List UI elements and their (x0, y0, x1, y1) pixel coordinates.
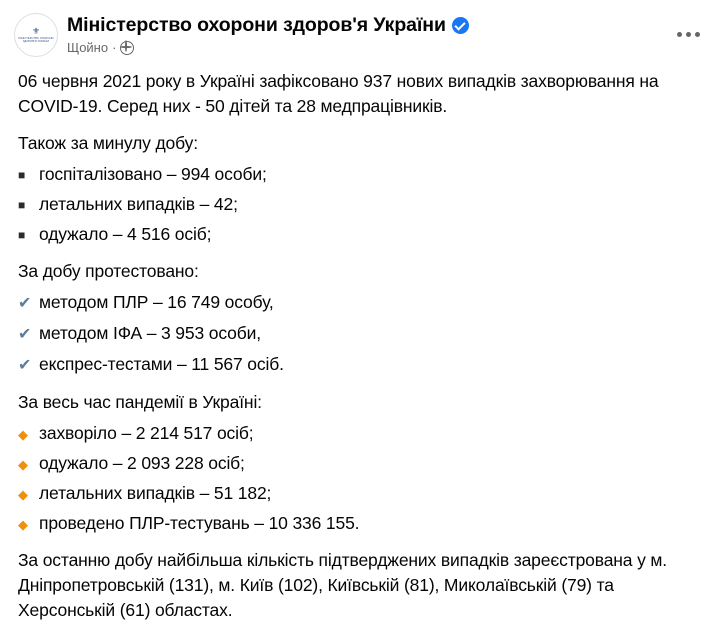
page-name-row (67, 14, 469, 37)
list-item-label: експрес-тестами – 11 567 осіб. (39, 353, 284, 374)
check-bullet-icon: ✔ (18, 325, 32, 343)
list-item (18, 511, 705, 536)
post-header (0, 0, 721, 57)
list-item (18, 451, 705, 476)
list-item-label: госпіталізовано – 994 особи; (39, 164, 267, 185)
section-heading-total: За весь час пандемії в Україні: (18, 391, 262, 412)
square-bullet-icon: ■ (18, 198, 26, 213)
diamond-bullet-icon: ◆ (18, 456, 28, 472)
square-bullet-icon: ■ (18, 228, 26, 243)
list-item (18, 352, 705, 378)
list-item-label: летальних випадків – 51 182; (39, 482, 272, 503)
list-item (18, 421, 705, 446)
meta-separator: · (112, 40, 117, 55)
diamond-bullet-icon: ◆ (18, 516, 28, 532)
daily-stats-list (18, 162, 705, 247)
page-name[interactable]: Міністерство охорони здоров'я України (67, 14, 446, 36)
diamond-bullet-icon: ◆ (18, 486, 28, 502)
section-heading-daily: Також за минулу добу: (18, 133, 198, 154)
testing-stats-list (18, 290, 705, 378)
list-item-label: одужало – 4 516 осіб; (39, 224, 212, 245)
dot-icon (695, 32, 700, 37)
list-item-label: методом ІФА – 3 953 особи, (39, 322, 261, 343)
check-bullet-icon: ✔ (18, 295, 32, 313)
header-text (67, 13, 469, 55)
post-intro-paragraph: 06 червня 2021 року в Україні зафіксовано 937 нових випадків захворювання на COVID-19. Серед них - 50 дітей та 28 медпрацівників. (18, 71, 659, 117)
list-item (18, 321, 705, 347)
post-meta (67, 40, 469, 55)
list-item-label: проведено ПЛР-тестувань – 10 336 155. (39, 512, 360, 533)
list-item (18, 290, 705, 316)
more-options-button[interactable] (672, 24, 704, 44)
post-timestamp[interactable]: Щойно (67, 40, 109, 55)
section-heading-testing: За добу протестовано: (18, 261, 199, 282)
dot-icon (677, 32, 682, 37)
ministry-emblem-icon (17, 16, 55, 54)
list-item-label: захворіло – 2 214 517 осіб; (39, 422, 254, 443)
list-item (18, 192, 705, 217)
diamond-bullet-icon: ◆ (18, 426, 28, 442)
dot-icon (686, 32, 691, 37)
emblem-text: МІНІСТЕРСТВО ОХОРОНИ ЗДОРОВ'Я УКРАЇНИ (18, 36, 54, 43)
post-outro-paragraph: За останню добу найбільша кількість підтверджених випадків зареєстрована у м. Дніпропетровській (131), м. Київ (102), Київській (81), Миколаївській (79) та Херсонській (61) областах. (18, 549, 667, 620)
avatar[interactable] (14, 13, 58, 57)
trident-icon: ⚜ (31, 25, 41, 36)
list-item (18, 162, 705, 187)
square-bullet-icon: ■ (18, 168, 26, 183)
list-item-label: одужало – 2 093 228 осіб; (39, 452, 245, 473)
total-stats-list (18, 421, 705, 536)
list-item-label: методом ПЛР – 16 749 особу, (39, 292, 274, 313)
check-bullet-icon: ✔ (18, 356, 32, 374)
list-item-label: летальних випадків – 42; (39, 194, 238, 215)
verified-badge-icon (452, 17, 469, 34)
list-item (18, 222, 705, 247)
globe-icon (120, 41, 134, 55)
list-item (18, 481, 705, 506)
